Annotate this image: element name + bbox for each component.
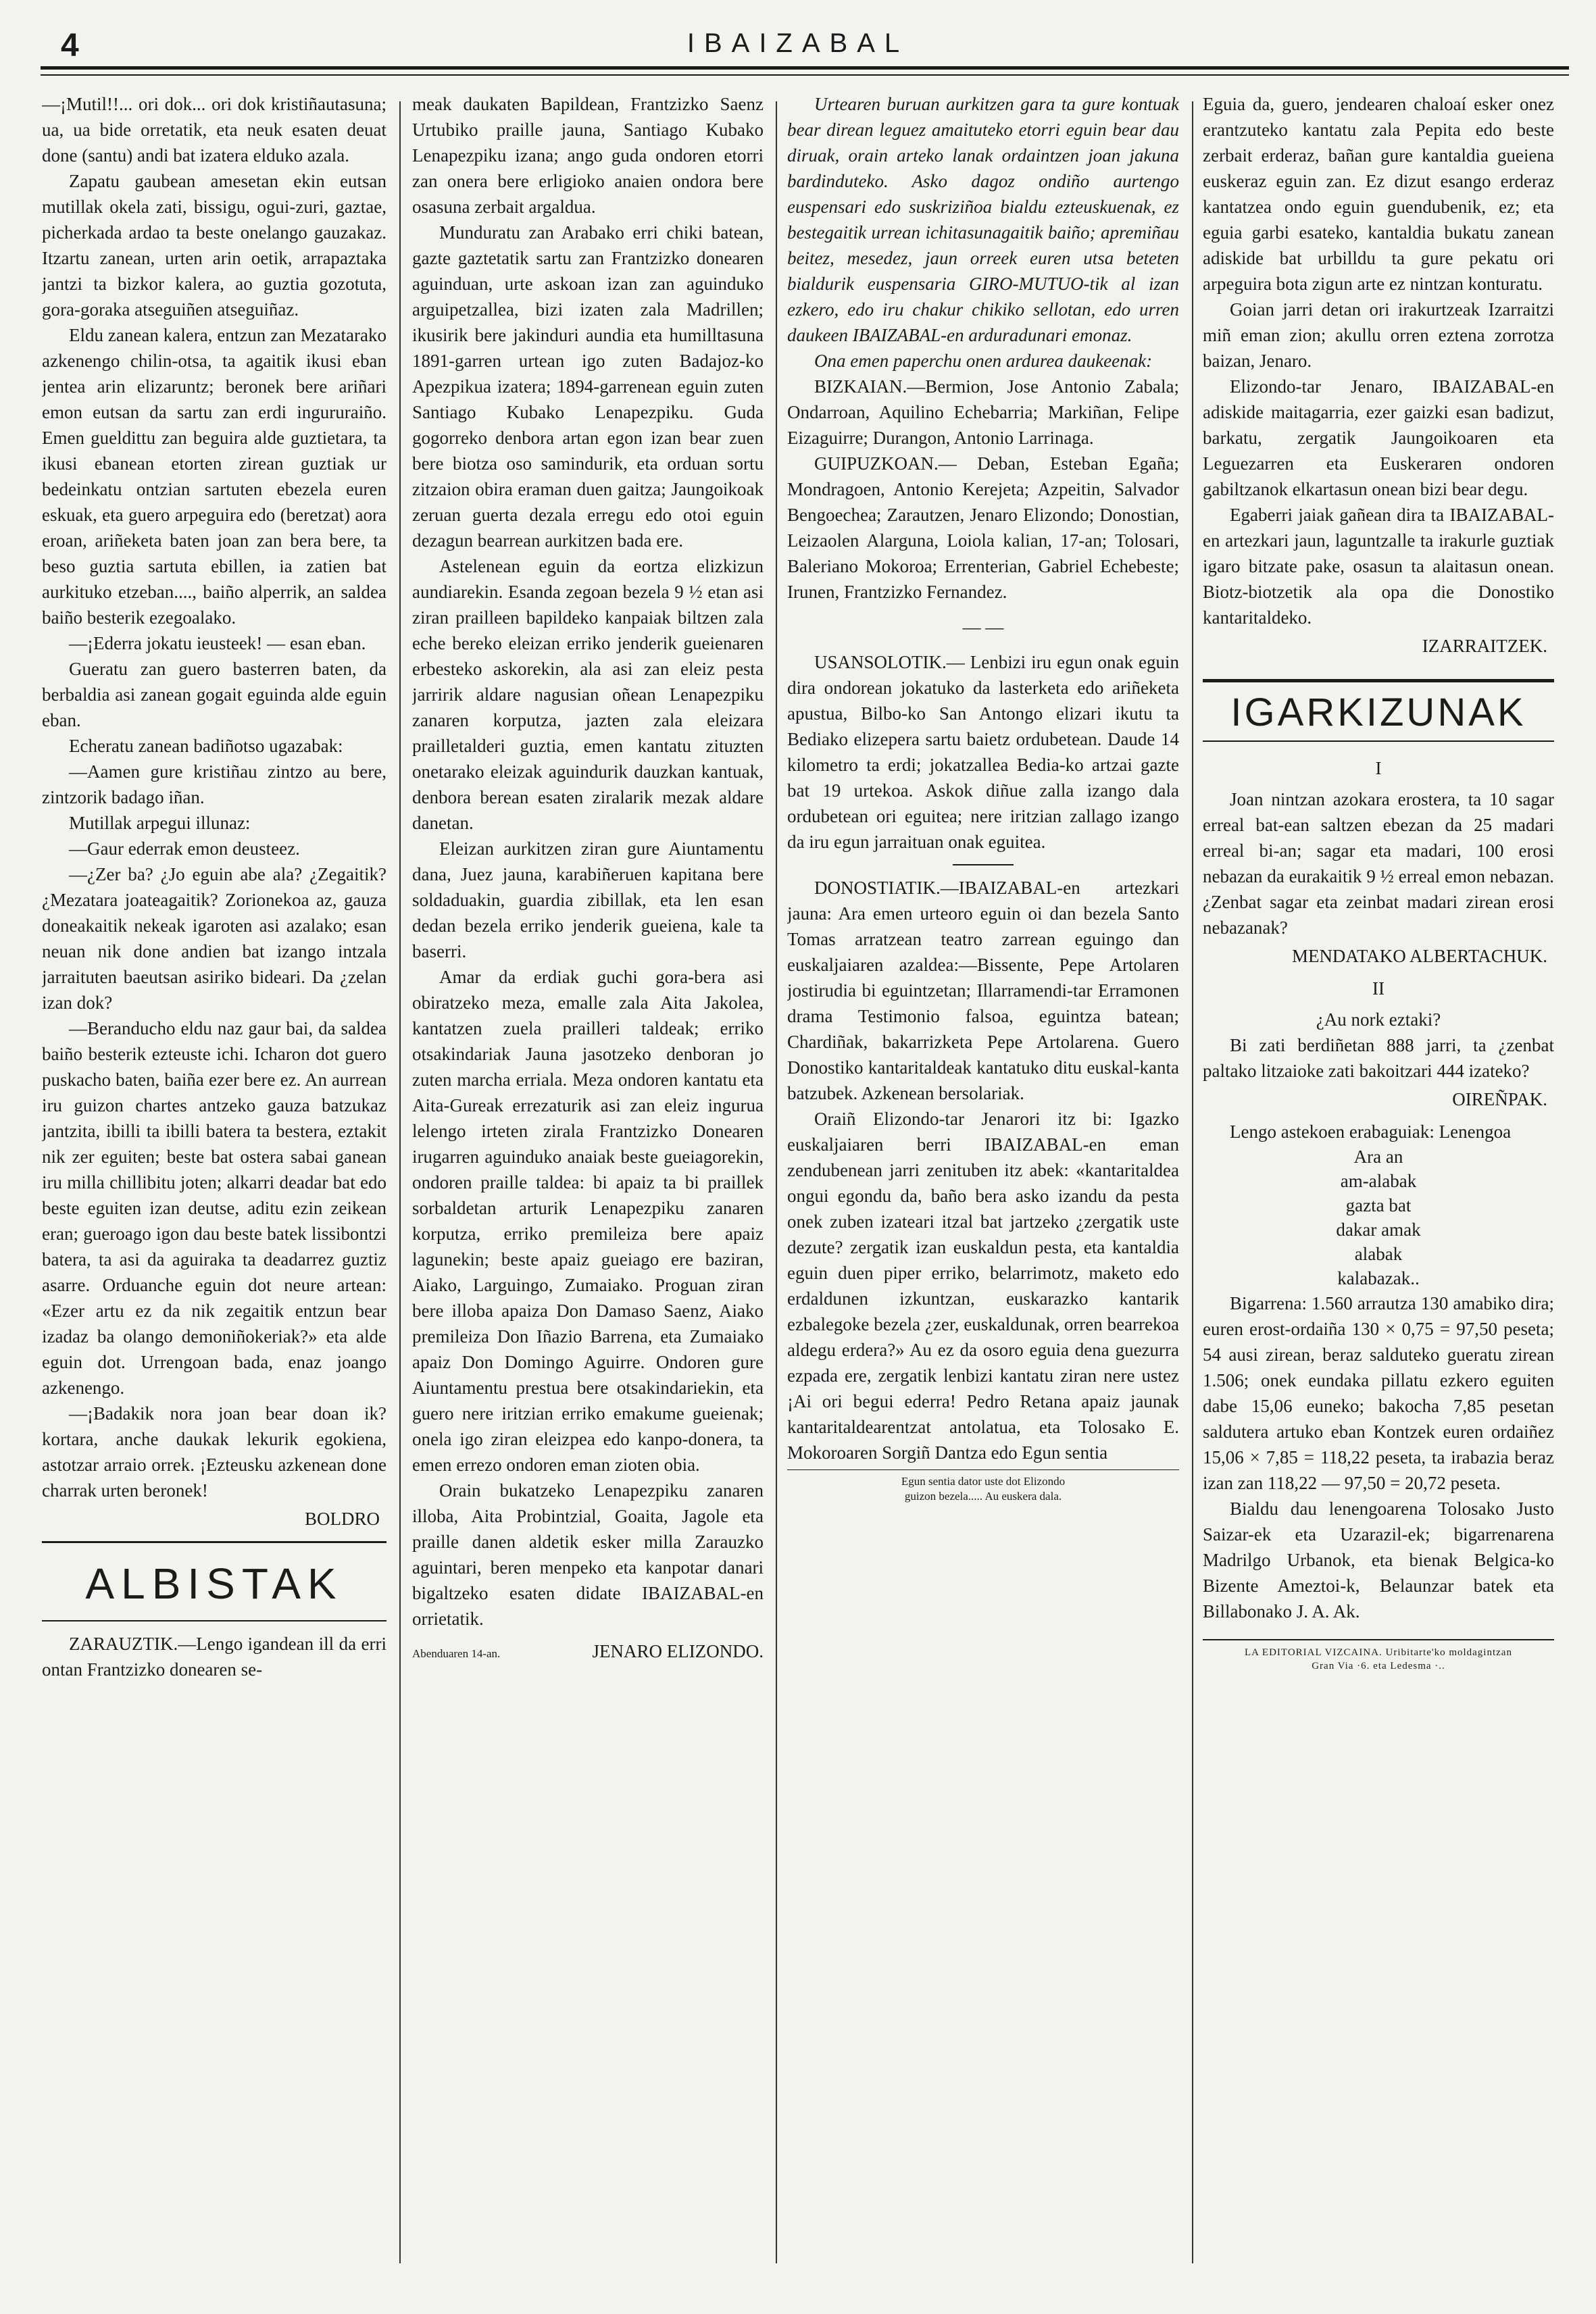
page-header [0,0,1596,64]
paragraph: USANSOLOTIK.— Lenbizi iru egun onak eguin dira ondorean jokatuko da lasterketa edo ariñeketa apustua, Bilbo-ko San Antongo elizari ikutu ta Bediako elizepera sartu baietz ordubetean. Daude 14 kilometro ta erdi; jokatzallea Bedia-ko artzai gazte bat 19 urtekoa. Askok diñue zalla izango dala ordubetean ori eguitea; nere iritzian zallago izango da iru egun jarraituan onak eguitea. [787,652,1179,852]
paragraph: —Gaur ederrak emon deusteez. [69,838,300,859]
paragraph: meak daukaten Bapildean, Frantzizko Saenz Urtubiko praille jauna, Santiago Kubako Lenapezpiku izana; ango guda ondoren etorri zan onera bere erligioko anaien ondora bere osasuna zerbait argaldua. [412,94,764,217]
divider [42,1620,386,1621]
signature: JENARO ELIZONDO. [592,1641,764,1661]
paragraph: Eleizan aurkitzen ziran gure Aiuntamentu dana, Juez jauna, karabiñeruen kapitana bere soldaduakin, guardia zibillak, eta len esan dedan bezela erriko jenderik gueiena, kale ta baserri. [412,838,764,961]
header-rule [41,66,1569,70]
column-2 [412,91,764,2294]
column-divider [1192,101,1193,2263]
paragraph: Oraiñ Elizondo-tar Jenarori itz bi: Igazko euskaljaiaren berri IBAIZABAL-en eman zendubenean jarri zenituben itz abek: «kantaritaldea ongui egondu da, baño bera asko izandu da pesta onek zuben izateari itzal bat jartzeko ¿zergatik uste dezute? zergatik izan euskaldun pesta, eta kantaldia eguin duen piper erriko, belarrimotz, maketo edo erdaldunen izkuntzan, euskarazko kantarik ezbalegoke bezela ¿zer, euskaldunak, orren bearrekoa aldegu erdera?» Au ez da osoro eguia dena guezurra ezpada ere, zergatik lenbizi kantatu ziran nere ustez ¡Ai ori begui ederra! Pedro Retana apaiz jaunak kantaritaldearentzat antolatua, eta Tolosako E. Mokoroaren Sorgiñ Dantza edo Egun sentia [787,1109,1179,1463]
header-rule-thin [41,74,1569,76]
divider [42,1541,386,1543]
imprint-line: LA EDITORIAL VIZCAINA. Uribitarte'ko moldagintzan [1245,1647,1512,1658]
paragraph: Gueratu zan guero basterren baten, da berbaldia asi zanean gogait eguinda alde eguin eban. [42,659,386,730]
verse-block [1203,1145,1554,1290]
footnote: guizon bezela..... Au euskera dala. [904,1490,1062,1503]
column-1 [42,91,386,2294]
signature: MENDATAKO ALBERTACHUK. [1291,946,1547,966]
column-divider [399,101,401,2263]
masthead: IBAIZABAL [687,28,909,58]
verse-line: am-alabak [1340,1171,1417,1191]
riddle-number: I [1375,758,1382,778]
imprint-line: Gran Via ·6. eta Ledesma ·.. [1312,1661,1445,1671]
paragraph: Bialdu dau lenengoarena Tolosako Justo Saizar-ek eta Uzarazil-ek; bigarrenarena Madrilgo Urbanok, eta bienak Belgica-ko Bizente Ameztoi-k, Belaunzar batek eta Billabonako J. A. Ak. [1203,1499,1554,1621]
verse-line: gazta bat [1345,1195,1412,1215]
riddle-title: ¿Au nork eztaki? [1316,1009,1441,1030]
column-4 [1203,91,1554,2294]
page-number: 4 [61,28,79,64]
paragraph: Goian jarri detan ori irakurtzeak Izarraitzi miñ eman zion; akullu orren eztena zorrotza baizan, Jenaro. [1203,299,1554,371]
verse-line: Ara an [1353,1147,1403,1167]
paragraph: —Beranducho eldu naz gaur bai, da saldea baiño besterik ezteuste ichi. Icharon dot guero puskacho baten, baiña ezer bere ez. An aurrean iru guizon chartes antzeko gauza batzukaz jantzita, ibilli ta ibilli batera ta bestera, eztakit nik zer eguiten; beste bat ostera sabai ganean iru milla chillibitu joten; alkarri deadar bat edo beste eguiten izan deutse, aditu ezin zeikean eran; gueroago igon dau beste batek lissibontzi batera, ta asi da aguiraka ta deadarrez guztiz asarre. Orduanche eguin dot neure artean: «Ezer artu ez da nik zegaitik entzun bear izadaz ba olango demoniñokeriak?» eta alde eguin dot. Urrengoan bada, enaz joango azkenengo. [42,1018,386,1398]
paragraph: Astelenean eguin da eortza elizkizun aundiarekin. Esanda zegoan bezela 9 ½ etan asi ziran prailleen bapildeko kanpaiak biltzen zala eche bereko eleizan erriko jenderik gueienaren erbesteko askorekin, ala asi zan eleiz pesta jarririk aldare nagusian oñean Lenapezpiku zanaren korputza, jazten zala eleizara prailletalderi guztia, emen kantatu zituzten onetarako eleizak aguindurik dauzkan kantuak, denbora berean esaten ziralarik mezak aldare danetan. [412,556,764,833]
signature: IZARRAITZEK. [1422,636,1547,656]
imprint [1203,1639,1554,1673]
footnote: Egun sentia dator uste dot Elizondo [901,1475,1066,1488]
verse-line: dakar amak [1336,1219,1421,1240]
paragraph: Elizondo-tar Jenaro, IBAIZABAL-en adiskide maitagarria, ezer gaizki esan badizut, barkatu, zergatik Jaungoikoaren eta Leguezarren eta Euskeraren ondoren gabiltzanok elkartasun onean bizi bear degu. [1203,376,1554,499]
paragraph: Zapatu gaubean amesetan ekin eutsan mutillak okela zati, bissigu, ogui-zuri, gaztae, picherkada ardao ta beste onelango gauzakaz. Itzartu zanean, urten arin oetik, arrapaztaka jantzi ta bizkor kalera, ao guztia gozotuta, gora-goraka atseguiñen atseguiñaz. [42,171,386,320]
dateline: Abenduaren 14-an. [412,1647,501,1660]
paragraph: —¡Ederra jokatu ieusteek! — esan eban. [69,633,366,653]
separator: — — [962,617,1004,637]
paragraph: ZARAUZTIK.—Lengo igandean ill da erri ontan Frantzizko donearen se- [42,1634,386,1680]
divider [787,1469,1179,1470]
paragraph: —¡Mutil!!... ori dok... ori dok kristiñautasuna; ua, ua bide orretatik, eta neuk esaten deuat done (santu) andi bat izatera elduko azala. [42,94,386,166]
column-divider [776,101,777,2263]
paragraph: Echeratu zanean badiñotso ugazabak: [69,736,343,756]
signature: OIREÑPAK. [1452,1089,1547,1109]
divider [953,864,1014,865]
column-3 [787,91,1179,2294]
paragraph: —Aamen gure kristiñau zintzo au bere, zintzorik badago iñan. [42,761,386,807]
paragraph: DONOSTIATIK.—IBAIZABAL-en artezkari jauna: Ara emen urteoro eguin oi dan bezela Santo Tomas arratzean teatro zarrean eguingo dan euskaljaiaren azaldea:—Bissente, Pepe Artolaren jostirudia bi eguintzetan; Illarramendi-tar Erramonen drama Testimonio falsoa, eguintza batean; Chardiñak, bakarrizketa Pepe Artolarena. Guero Donostiko kantaritaldeak kantatuko ditu euskal-kanta batzubek. Azkenean bersolariak. [787,878,1179,1103]
paragraph: —¡Badakik nora joan bear doan ik? kortara, anche daukak lekurik egokiena, astotzar arraio orrek. ¡Ezteusku azkenean done charrak urten beronek! [42,1403,386,1501]
paragraph: BIZKAIAN.—Bermion, Jose Antonio Zabala; Ondarroan, Aquilino Echebarria; Markiñan, Felipe Eizaguirre; Durangon, Antonio Larrinaga. [787,376,1179,448]
verse-line: kalabazak.. [1337,1268,1420,1288]
paragraph: Joan nintzan azokara erostera, ta 10 sagar erreal bat-ean saltzen ebezan da 25 madari erreal bi-an; sagar eta madari, 100 erosi nebazan da eurakaitik 9 ½ erreal emon nebazan. ¿Zenbat sagar eta zeinbat madari zirean erosi nebazanak? [1203,789,1554,938]
section-title: ALBISTAK [85,1559,343,1608]
paragraph: Bi zati berdiñetan 888 jarri, ta ¿zenbat paltako litzaioke zati bakoitzari 444 izateko? [1203,1035,1554,1081]
paragraph: Eguia da, guero, jendearen chaloaí esker onez erantzuteko kantatu zala Pepita edo beste zerbait erderaz, bañan gure kantaldia gueiena euskeraz eguin zan. Ez dizut esango erderaz kantatzea ondo eguin guendubenik, ez; eta eguia garbi esateko, kantaldia bukatu zanean adiskide bat urbilldu ta gure pekatu ori arpeguira bota zigun arte ez nintzan konturatu. [1203,94,1554,294]
paragraph: Mutillak arpegui illunaz: [69,813,251,833]
paragraph: —¿Zer ba? ¿Jo eguin abe ala? ¿Zegaitik? ¿Mezatara joateagaitik? Zorionekoa az, gauza doneakaitik nekeak igaroten asi azalako; esan neuan nik done andien bat izango intzala jarraituten baeutsan asiriko bideari. Da ¿zelan izan dok? [42,864,386,1013]
section-title: IGARKIZUNAK [1203,679,1554,742]
paragraph: Urtearen buruan aurkitzen gara ta gure kontuak bear direan leguez amaituteko etorri eguin bear dau diruak, orain arteko lanak ordaintzen joan jakuna bardinduteko. Asko dagoz ondiño aurtengo euspensari edo suskriziñoa bialdu ezteuskuenak, ez bestegaitik urrean ichitasunagaitik baiño; apremiñau beitez, mesedez, jaun orreek euren utsa beteten bialdurik euspensaria GIRO-MUTUO-tik al izan ezkero, edo iru chakur chikiko sellotan, edo urren daukeen IBAIZABAL-en arduradunari emonaz. [787,94,1179,345]
paragraph: Bigarrena: 1.560 arrautza 130 amabiko dira; euren erost-ordaiña 130 × 0,75 = 97,50 peseta; 54 ausi zirean, beraz salduteko gueratu zirean 1.506; onek eundaka pillatu ezkero eguiten dabe 15,06 euneko; bakocha 7,85 pesetan saldutera artuko eban Kontzek euren ordaiñez 15,06 × 7,85 = 118,22 peseta, ta irabazia beraz izan zan 118,22 — 97,50 = 20,72 peseta. [1203,1293,1554,1493]
paragraph: Amar da erdiak guchi gora-bera asi obiratzeko meza, emalle zala Aita Jakolea, kantatzen zuela prailleri taldeak; erriko otsakindariak Jauna jasotzeko denboran jo zuten marcha erriala. Meza ondoren kantatu eta Aita-Gureak errezaturik asi zan eleiz ingurua lelengo irteten zirala Frantzizko Donearen irugarren aguinduko anaiak beste gueiagorekin, ondoren praille taldea: bi apaiz ta bi praillek sorbaldetan arturik Lenapezpiku zanaren korputza, erriko premileiza bere apaiz lagunekin; beste apaiz gueiago ere baziran, Aiako, Larguingo, Zumaiako. Proguan ziran bere illoba apaiza Don Damaso Saenz, Aiako premileiza Don Iñazio Barrena, eta Zumaiako apaiz Don Domingo Aguirre. Ondoren gure Aiuntamentu prestua bere otsakindariekin, eta guero nere iritzian erriko emakume gueienak; onela igo ziran eleizpea edo kanpo-donera, ta emen errezo ondoren eman zioten obia. [412,967,764,1475]
paragraph: Lengo astekoen erabaguiak: Lenengoa [1230,1122,1512,1142]
paragraph: Ona emen paperchu onen ardurea daukeenak: [814,351,1153,371]
riddle-number: II [1372,978,1385,999]
signature: BOLDRO [304,1509,380,1529]
paragraph: GUIPUZKOAN.— Deban, Esteban Egaña; Mondragoen, Antonio Kerejeta; Azpeitin, Salvador Bengoechea; Zarautzen, Jenaro Elizondo; Donostian, Leizaolen Alarguna, Loiola kalian, 17-an; Tolosari, Baleriano Mokoroa; Errenterian, Gabriel Echebeste; Irunen, Frantzizko Fernandez. [787,453,1179,602]
paragraph: Eldu zanean kalera, entzun zan Mezatarako azkenengo chilin-otsa, ta agaitik ikusi eban jentea arin elizaruntz; beronek bere ariñari emon eutsan da sartu zan erdi ingururaiño. Emen gueldittu zan beguira alde guztietara, ta ikusi ebanean etorten zirean guztiak ur bedeinkatu ontzian sartuten ebezela euren eskuak, eta guero arpeguira edo (beretzat) aora eroan, ariñeketa baten joan zan bera bere, ta beso guztia sartuta ebillen, ia zatien bat aurkituko etzeban...., baiño alperrik, an saldea baiño besterik ezegoalako. [42,325,386,628]
paragraph: Egaberri jaiak gañean dira ta IBAIZABAL-en artezkari jaun, laguntzalle ta irakurle guztiak igaro bitzate pake, osasun ta alaitasun onean. Biotz-biotzetik ala opa die Donostiko kantaritaldeko. [1203,505,1554,628]
paragraph: Munduratu zan Arabako erri chiki batean, gazte gaztetatik sartu zan Frantzizko donearen aguinduan, urte askoan izan zan aguinduko arguipetzallea, bizi izaten zala Madrillen; ikusirik bere jakinduri aundia eta humilltasuna 1891-garren urtean igo zuten Badajoz-ko Apezpikua izatera; 1894-garrenean eguin zuten Santiago Kubako Lenapezpiku. Guda gogorreko denbora artan egon izan bear zuen bere biotza oso samindurik, eta orduan sortu zitzaion obira eraman duen gaitza; Jaungoikoak zeruan guerta dezala erregu edo otoi eguin dezagun bearrean aurkitzen bada ere. [412,222,764,551]
verse-line: alabak [1354,1244,1403,1264]
paragraph: Orain bukatzeko Lenapezpiku zanaren illoba, Aita Probintzial, Goaita, Jagole eta praille danen aldetik esker milla Zarauzko aguintari, beren menpeko eta kanpotar danari bigaltzeko esaten didate IBAIZABAL-en orrietatik. [412,1480,764,1629]
